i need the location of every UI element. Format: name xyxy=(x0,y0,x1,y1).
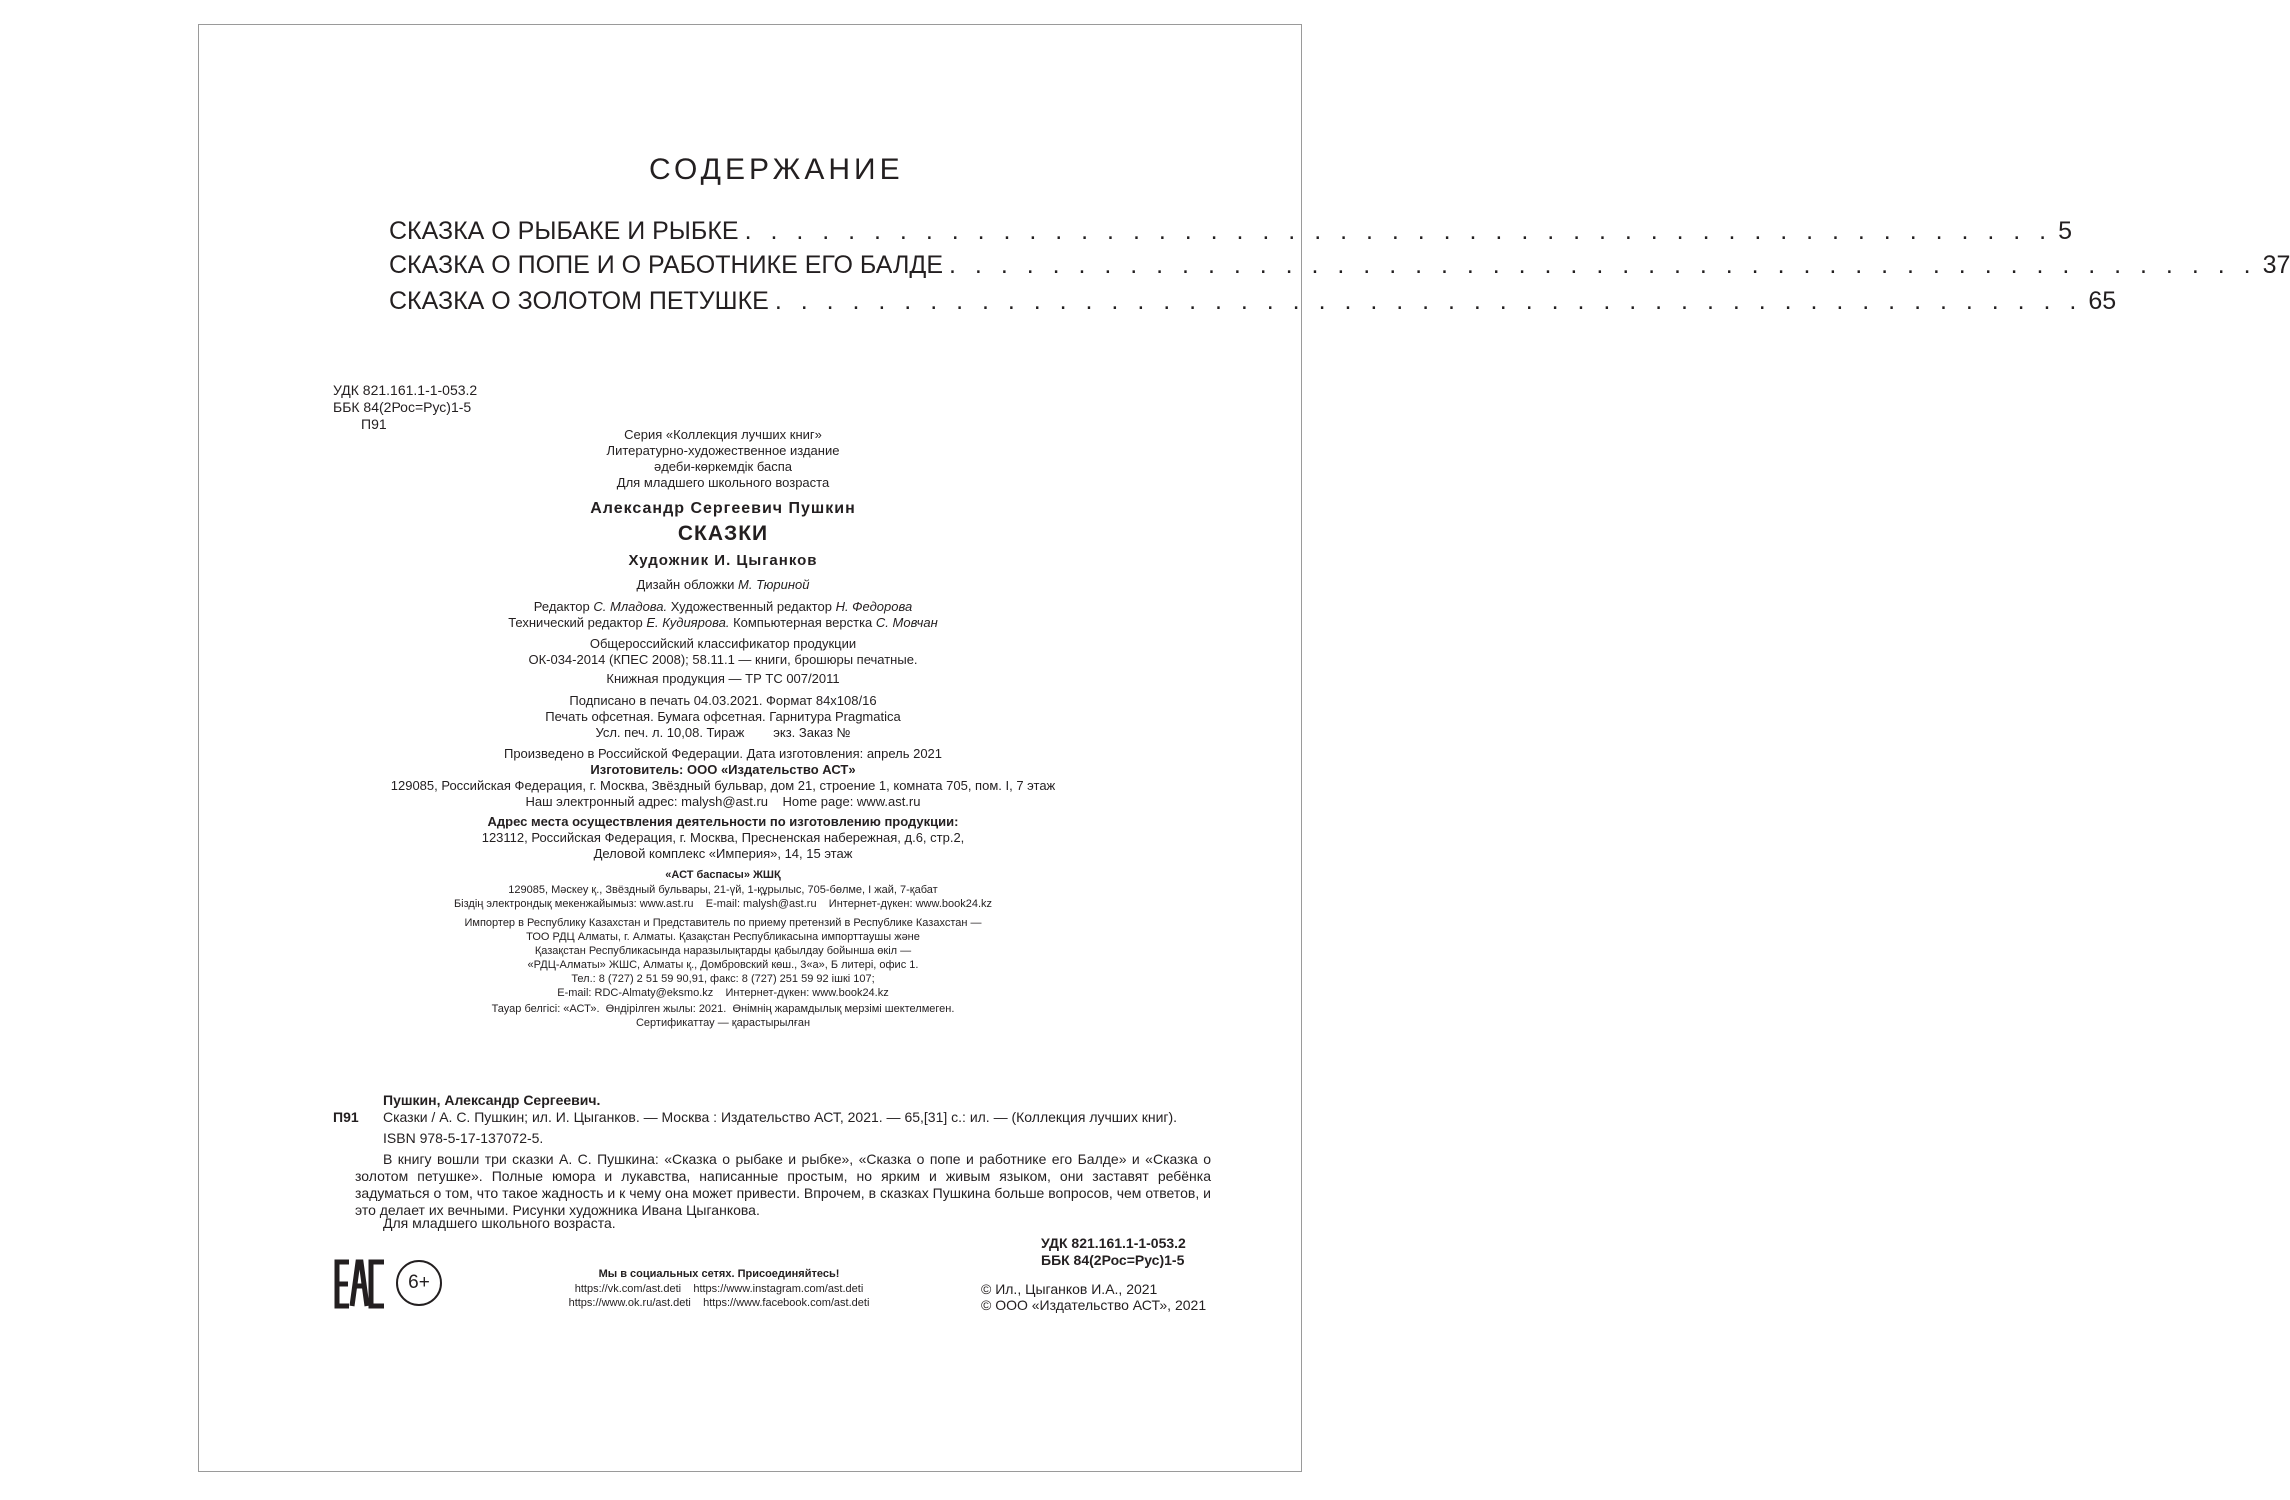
layout-name: С. Мовчан xyxy=(875,615,938,630)
toc-item-title: СКАЗКА О РЫБАКЕ И РЫБКЕ xyxy=(389,217,739,245)
art-editor-label: Художественный редактор xyxy=(670,599,832,614)
age-group: Для младшего школьного возраста xyxy=(616,475,830,490)
book-title: СКАЗКИ xyxy=(677,522,769,545)
editor-label: Редактор xyxy=(533,599,590,614)
kz-company-name: «АСТ баспасы» ЖШҚ xyxy=(665,869,781,881)
series-line: Серия «Коллекция лучших книг» xyxy=(624,427,822,442)
toc-item xyxy=(389,287,2117,321)
copyright-publisher: © ООО «Издательство АСТ», 2021 xyxy=(981,1297,1207,1313)
tech-editor-label: Технический редактор xyxy=(508,615,643,630)
kz-importer-6: E-mail: RDC-Almaty@eksmo.kz Интернет-дүкен: www.book24.kz xyxy=(557,987,889,999)
kz-contacts: Біздің электрондық мекенжайымыз: www.ast.ru E-mail: malysh@ast.ru Интернет-дүкен: www.book24.kz xyxy=(453,898,993,910)
editor-name: С. Младова. xyxy=(593,599,668,614)
toc-leader-dots: . . . . . . . . . . . . . . . . . . . . . . . . . . . . . . . . . . . . . . . . . . . . . . . . . . . xyxy=(744,217,2053,245)
production-address-1: 123112, Российская Федерация, г. Москва, Пресненская набережная, д.6, стр.2, xyxy=(481,830,965,845)
kz-address: 129085, Мәскеу қ., Звёздный бульвары, 21-үй, 1-құрылыс, 705-бөлме, I жай, 7-қабат xyxy=(508,884,938,896)
toc-leader-dots: . . . . . . . . . . . . . . . . . . . . . . . . . . . . . . . . . . . . . . . . . . . . . . . . . . . xyxy=(949,251,2257,279)
catalog-annotation: В книгу вошли три сказки А. С. Пушкина: «Сказка о рыбаке и рыбке», «Сказка о попе и работнике его Балде» и «Сказка о золотом петушке». Полные юмора и лукавства, написанные простым, но ярким и живым языком, они заставят ребёнка задуматься о том, что такое жадность и к чему она может привести. Впрочем, в сказках Пушкина больше вопросов, чем ответов, и это делает их вечными. Рисунки художника Ивана Цыганкова. xyxy=(355,1151,1211,1218)
artist-line: Художник И. Цыганков xyxy=(628,552,818,569)
tech-editor-name: Е. Кудиярова. xyxy=(646,615,730,630)
eac-mark-icon xyxy=(334,1259,386,1309)
classifier-line-2: ОК-034-2014 (КПЕС 2008); 58.11.1 — книги, брошюры печатные. xyxy=(528,652,918,667)
tr-ts-line: Книжная продукция — ТР ТС 007/2011 xyxy=(606,671,840,686)
author-name: Александр Сергеевич Пушкин xyxy=(590,500,856,517)
toc-leader-dots: . . . . . . . . . . . . . . . . . . . . . . . . . . . . . . . . . . . . . . . . . . . . . . . . . . . xyxy=(774,287,2083,315)
toc-item-page: 5 xyxy=(2058,217,2073,245)
toc-item-page: 37 xyxy=(2262,251,2290,279)
instagram-link[interactable]: https://www.instagram.com/ast.deti xyxy=(693,1283,864,1295)
catalog-entry: Сказки / А. С. Пушкин; ил. И. Цыганков. — Москва : Издательство АСТ, 2021. — 65,[31] с.: ил. — (Коллекция лучших книг). xyxy=(383,1109,1178,1125)
kz-importer-1: Импортер в Республику Казахстан и Представитель по приему претензий в Республике Казахстан — xyxy=(464,917,982,929)
production-address-2: Деловой комплекс «Империя», 14, 15 этаж xyxy=(593,846,853,861)
kz-importer-2: ТОО РДЦ Алматы, г. Алматы. Қазақстан Республикасына импорттаушы және xyxy=(526,931,920,943)
copyright-illustrations: © Ил., Цыганков И.А., 2021 xyxy=(981,1281,1158,1297)
social-links-row-2 xyxy=(539,1296,899,1310)
cover-design-label: Дизайн обложки xyxy=(636,577,735,592)
cover-design-line xyxy=(171,577,1275,593)
genre-ru: Литературно-художественное издание xyxy=(606,443,840,458)
kz-importer-5: Тел.: 8 (727) 2 51 59 90,91, факс: 8 (727) 251 59 92 ішкі 107; xyxy=(571,973,875,985)
produced-line: Произведено в Российской Федерации. Дата изготовления: апрель 2021 xyxy=(503,746,943,761)
tech-editors-line xyxy=(171,615,1275,631)
toc-item xyxy=(389,251,2290,285)
kz-trademark: Тауар белгісі: «АСТ». Өндірілген жылы: 2021. Өнімнің жарамдылық мерзімі шектелмеген. xyxy=(491,1003,955,1015)
toc-title: СОДЕРЖАНИЕ xyxy=(649,153,904,186)
ok-link[interactable]: https://www.ok.ru/ast.deti xyxy=(568,1297,691,1309)
kz-certification: Сертификаттау — қарастырылған xyxy=(635,1017,811,1029)
bbk-code: ББК 84(2Рос=Рус)1-5 xyxy=(333,399,472,415)
catalog-isbn: ISBN 978-5-17-137072-5. xyxy=(383,1130,544,1146)
book-page xyxy=(198,24,2290,1472)
kz-importer-4: «РДЦ-Алматы» ЖШС, Алматы қ., Домбровский көш., 3«а», Б литері, офис 1. xyxy=(527,959,919,971)
editors-line xyxy=(171,599,1275,615)
production-address-title: Адрес места осуществления деятельности по изготовлению продукции: xyxy=(487,814,959,829)
art-editor-name: Н. Федорова xyxy=(835,599,913,614)
facebook-link[interactable]: https://www.facebook.com/ast.deti xyxy=(703,1297,870,1309)
manufacturer-line: Изготовитель: ООО «Издательство АСТ» xyxy=(590,762,856,777)
catalog-udk: УДК 821.161.1-1-053.2 xyxy=(1041,1235,1186,1251)
run-line: Усл. печ. л. 10,08. Тираж экз. Заказ № xyxy=(595,725,851,740)
signed-line: Подписано в печать 04.03.2021. Формат 84x108/16 xyxy=(569,693,877,708)
manufacturer-address: 129085, Российская Федерация, г. Москва, Звёздный бульвар, дом 21, строение 1, комната 705, пом. I, 7 этаж xyxy=(390,778,1056,793)
cover-designer-name: М. Тюриной xyxy=(738,577,810,592)
layout-label: Компьютерная верстка xyxy=(733,615,873,630)
print-line: Печать офсетная. Бумага офсетная. Гарнитура Pragmatica xyxy=(545,709,901,724)
kz-importer-3: Қазақстан Республикасында наразылықтарды қабылдау бойынша өкіл — xyxy=(534,945,912,957)
author-mark: П91 xyxy=(361,416,387,432)
toc-item xyxy=(389,217,2073,251)
udk-code: УДК 821.161.1-1-053.2 xyxy=(333,382,478,398)
vk-link[interactable]: https://vk.com/ast.deti xyxy=(574,1283,682,1295)
genre-kz: әдеби-көркемдік баспа xyxy=(653,459,792,474)
toc-item-page: 65 xyxy=(2088,287,2117,315)
catalog-age: Для младшего школьного возраста. xyxy=(383,1215,616,1231)
email-line: Наш электронный адрес: malysh@ast.ru Home page: www.ast.ru xyxy=(525,794,921,809)
catalog-heading: Пушкин, Александр Сергеевич. xyxy=(383,1092,601,1108)
age-rating-badge: 6+ xyxy=(396,1260,442,1306)
social-title: Мы в социальных сетях. Присоединяйтесь! xyxy=(598,1268,840,1280)
catalog-mark: П91 xyxy=(333,1109,359,1125)
toc-item-title: СКАЗКА О ЗОЛОТОМ ПЕТУШКЕ xyxy=(389,287,769,315)
social-links-row-1 xyxy=(539,1282,899,1296)
classifier-line-1: Общероссийский классификатор продукции xyxy=(589,636,857,651)
catalog-bbk: ББК 84(2Рос=Рус)1-5 xyxy=(1041,1252,1185,1268)
toc-item-title: СКАЗКА О ПОПЕ И О РАБОТНИКЕ ЕГО БАЛДЕ xyxy=(389,251,944,279)
